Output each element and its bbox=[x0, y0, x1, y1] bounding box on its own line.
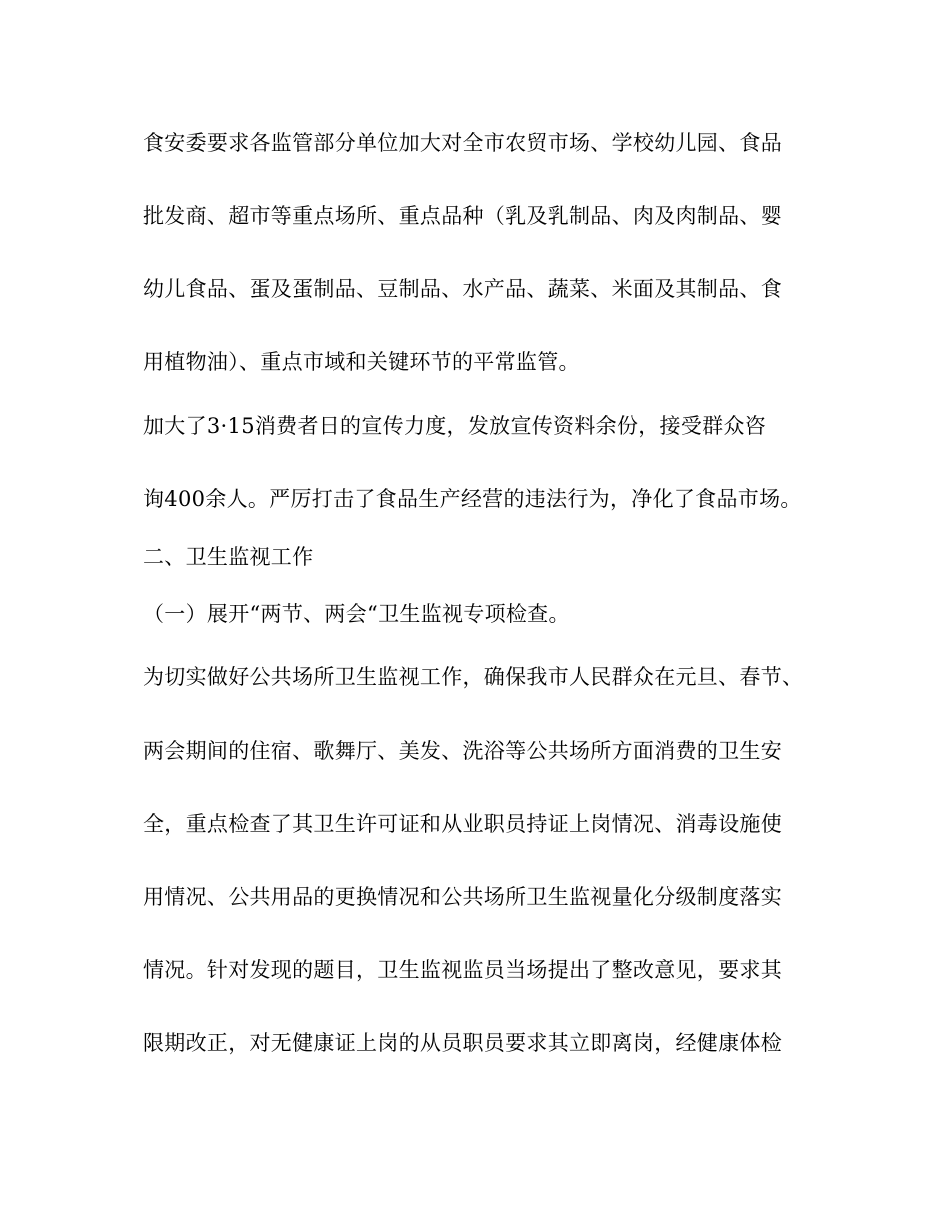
section-heading: 二、卫生监视工作 bbox=[143, 545, 314, 569]
paragraph-5-line-5: 情况。针对发现的题目，卫生监视监员当场提出了整改意见，要求其 bbox=[143, 958, 782, 982]
paragraph-1-line-1: 食安委要求各监管部分单位加大对全市农贸市场、学校幼儿园、食品 bbox=[143, 131, 782, 155]
paragraph-2-line-2: 询400余人。严厉打击了食品生产经营的违法行为，净化了食品市场。 bbox=[143, 487, 802, 511]
paragraph-5-line-6: 限期改正，对无健康证上岗的从员职员要求其立即离岗，经健康体检 bbox=[143, 1031, 782, 1055]
paragraph-5-line-4: 用情况、公共用品的更换情况和公共场所卫生监视量化分级制度落实 bbox=[143, 885, 782, 909]
paragraph-2-line-1: 加大了3·15消费者日的宣传力度，发放宣传资料余份，接受群众咨 bbox=[143, 414, 767, 438]
subsection-heading: （一）展开“两节、两会“卫生监视专项检查。 bbox=[143, 602, 570, 626]
paragraph-5-line-1: 为切实做好公共场所卫生监视工作，确保我市人民群众在元旦、春节、 bbox=[143, 665, 804, 689]
paragraph-1-line-2: 批发商、超市等重点场所、重点品种（乳及乳制品、肉及肉制品、婴 bbox=[143, 204, 782, 228]
paragraph-1-line-4: 用植物油）、重点市域和关键环节的平常监管。 bbox=[143, 350, 580, 374]
paragraph-5-line-2: 两会期间的住宿、歌舞厅、美发、洗浴等公共场所方面消费的卫生安 bbox=[143, 739, 782, 763]
paragraph-5-line-3: 全，重点检查了其卫生许可证和从业职员持证上岗情况、消毒设施使 bbox=[143, 812, 782, 836]
paragraph-1-line-3: 幼儿食品、蛋及蛋制品、豆制品、水产品、蔬菜、米面及其制品、食 bbox=[143, 277, 782, 301]
